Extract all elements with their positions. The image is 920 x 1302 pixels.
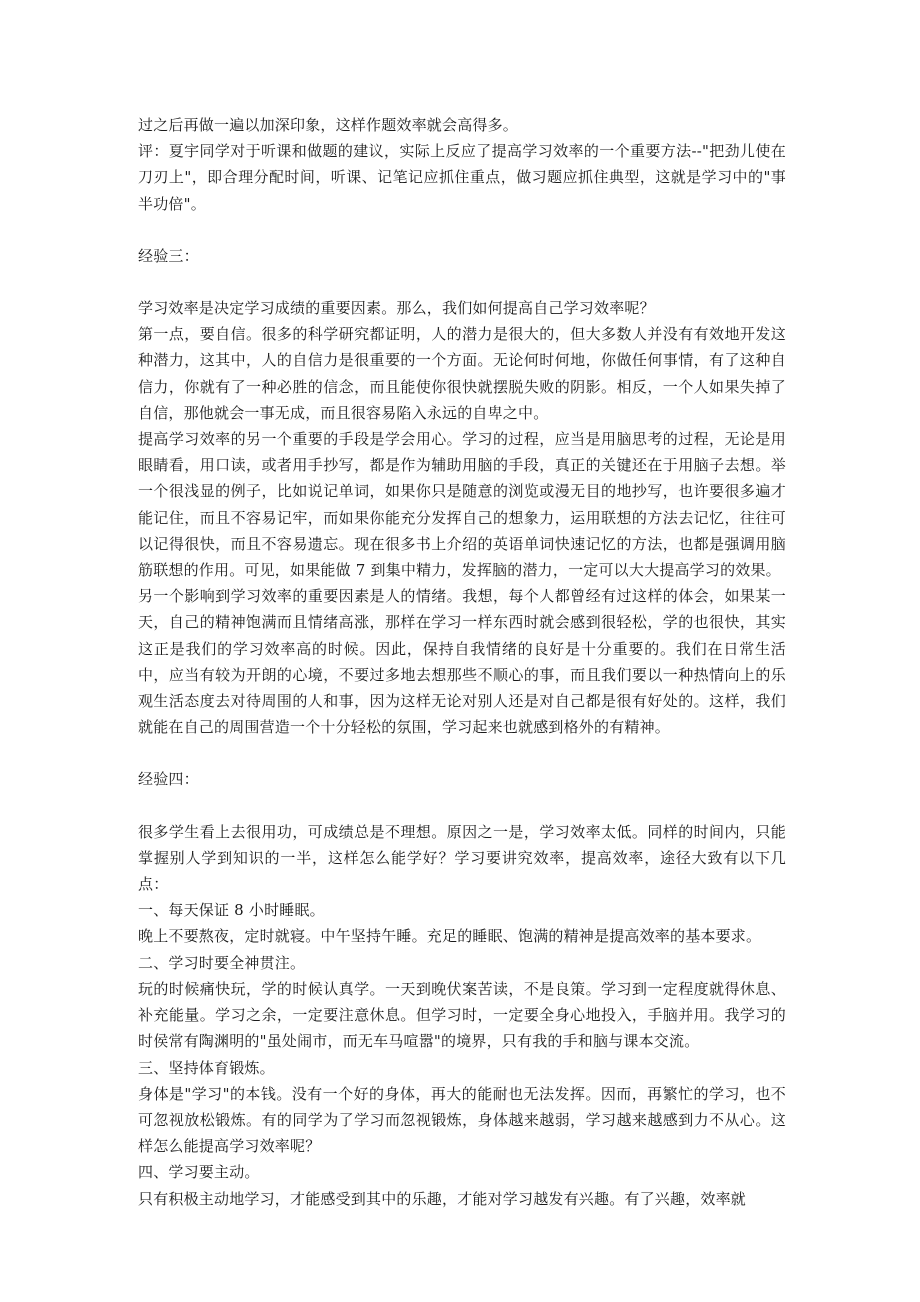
paragraph: 过之后再做一遍以加深印象，这样作题效率就会高得多。 — [138, 116, 519, 134]
list-heading: 三、坚持体育锻炼。 — [138, 1058, 275, 1077]
spacer — [138, 793, 786, 819]
paragraph: 只有积极主动地学习，才能感受到其中的乐趣，才能对学习越发有兴趣。有了兴趣，效率就 — [138, 1189, 747, 1208]
spacer — [138, 740, 786, 766]
document-page — [138, 112, 786, 1212]
list-heading: 一、每天保证 8 小时睡眠。 — [138, 901, 325, 920]
paragraph: 晚上不要熬夜，定时就寝。中午坚持午睡。充足的睡眠、饱满的精神是提高效率的基本要求。 — [138, 927, 762, 946]
spacer — [138, 217, 786, 243]
paragraph: 玩的时候痛快玩，学的时候认真学。一天到晚伏案苦读，不是良策。学习到一定程度就得休息、补充能量。学习之余，一定要注意休息。但学习时，一定要全身心地投入，手脑并用。我学习的时侯常有陶渊明的"虽处闹市，而无车马喧嚣"的境界，只有我的手和脑与课本交流。 — [138, 979, 786, 1051]
section-heading-4: 经验四： — [138, 770, 199, 789]
paragraph: 学习效率是决定学习成绩的重要因素。那么，我们如何提高自己学习效率呢？ — [138, 299, 655, 318]
commentary-paragraph: 评：夏宇同学对于听课和做题的建议，实际上反应了提高学习效率的一个重要方法--"把劲儿使在刀刃上"，即合理分配时间，听课、记笔记应抓住重点，做习题应抓住典型，这就是学习中的"事半功倍"。 — [138, 142, 786, 213]
paragraph: 第一点，要自信。很多的科学研究都证明，人的潜力是很大的，但大多数人并没有有效地开发这种潜力，这其中，人的自信力是很重要的一个方面。无论何时何地，你做任何事情，有了这种自信力，你就有了一种必胜的信念，而且能使你很快就摆脱失败的阴影。相反，一个人如果失掉了自信，那他就会一事无成，而且很容易陷入永远的自卑之中。 — [138, 325, 786, 422]
list-heading: 四、学习要主动。 — [138, 1163, 260, 1182]
paragraph: 提高学习效率的另一个重要的手段是学会用心。学习的过程，应当是用脑思考的过程，无论是用眼睛看，用口读，或者用手抄写，都是作为辅助用脑的手段，真正的关键还在于用脑子去想。举一个很浅显的例子，比如说记单词，如果你只是随意的浏览或漫无目的地抄写，也许要很多遍才能记住，而且不容易记牢，而如果你能充分发挥自己的想象力，运用联想的方法去记忆，往往可以记得很快，而且不容易遗忘。现在很多书上介绍的英语单词快速记忆的方法，也都是强调用脑筋联想的作用。可见，如果能做 7 到集中精力，发挥脑的潜力，一定可以大大提高学习的效果。 — [138, 430, 786, 580]
section-heading-3: 经验三： — [138, 246, 199, 265]
list-heading: 二、学习时要全神贯注。 — [138, 953, 306, 972]
paragraph: 很多学生看上去很用功，可成绩总是不理想。原因之一是，学习效率太低。同样的时间内，只能掌握别人学到知识的一半，这样怎么能学好？学习要讲究效率，提高效率，途径大致有以下几点： — [138, 822, 786, 894]
paragraph: 另一个影响到学习效率的重要因素是人的情绪。我想，每个人都曾经有过这样的体会，如果某一天，自己的精神饱满而且情绪高涨，那样在学习一样东西时就会感到很轻松，学的也很快，其实这正是我们的学习效率高的时候。因此，保持自我情绪的良好是十分重要的。我们在日常生活中，应当有较为开朗的心境，不要过多地去想那些不顺心的事，而且我们要以一种热情向上的乐观生活态度去对待周围的人和事，因为这样无论对别人还是对自己都是很有好处的。这样，我们就能在自己的周围营造一个十分轻松的氛围，学习起来也就感到格外的有精神。 — [138, 587, 786, 737]
spacer — [138, 269, 786, 295]
paragraph: 身体是"学习"的本钱。没有一个好的身体，再大的能耐也无法发挥。因而，再繁忙的学习，也不可忽视放松锻炼。有的同学为了学习而忽视锻炼，身体越来越弱，学习越来越感到力不从心。这样怎么能提高学习效率呢？ — [138, 1084, 786, 1156]
